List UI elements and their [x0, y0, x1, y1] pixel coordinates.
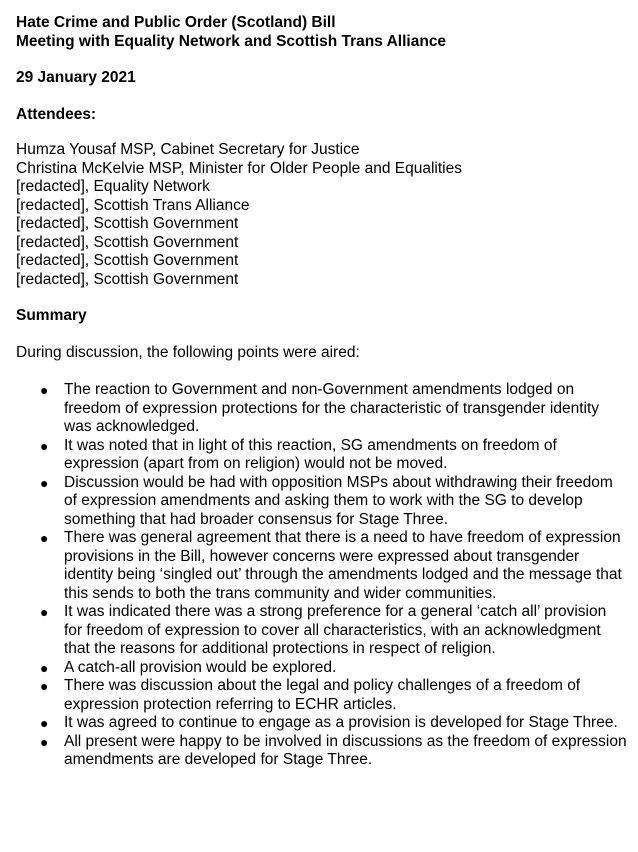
bullet-icon: ●: [40, 733, 49, 750]
attendee: Christina McKelvie MSP, Minister for Older People and Equalities: [16, 159, 462, 177]
summary-point-text: All present were happy to be involved in discussions as the freedom of expression amendments are developed for Stage Three.: [64, 732, 627, 768]
summary-point: [16, 381, 628, 437]
attendee: [redacted], Equality Network: [16, 178, 210, 195]
bullet-icon: ●: [40, 604, 49, 620]
title-line-1: Hate Crime and Public Order (Scotland) Bill: [16, 14, 336, 31]
bullet-icon: ●: [40, 659, 49, 676]
summary-point-text: It was agreed to continue to engage as a provision is developed for Stage Three.: [64, 714, 618, 731]
summary-point-text: It was noted that in light of this reaction, SG amendments on freedom of expression (apart from on religion) would not be moved.: [64, 436, 557, 472]
summary-point-text: There was general agreement that there is a need to have freedom of expression provisions in the Bill, however concerns were expressed about transgender identity being ‘singled out’ through the amendments lodged and the message that this sends to both the trans community and wider communities.: [64, 529, 622, 602]
bullet-icon: ●: [40, 715, 49, 731]
attendee: [redacted], Scottish Government: [16, 215, 239, 232]
summary-point: [16, 659, 628, 678]
summary-point-text: The reaction to Government and non-Government amendments lodged on freedom of expression protections for the characteristic of transgender identity was acknowledged.: [64, 381, 600, 435]
title-line-2: Meeting with Equality Network and Scottish Trans Alliance: [16, 32, 447, 50]
bullet-icon: ●: [40, 530, 49, 546]
summary-points-list: [16, 381, 628, 770]
attendee: [redacted], Scottish Trans Alliance: [16, 196, 250, 214]
summary-point: [16, 603, 628, 659]
summary-point-text: There was discussion about the legal and policy challenges of a freedom of expression protection referring to ECHR articles.: [64, 677, 581, 713]
meeting-date: 29 January 2021: [16, 69, 136, 86]
summary-intro: During discussion, the following points were aired:: [16, 343, 360, 361]
attendee: Humza Yousaf MSP, Cabinet Secretary for Justice: [16, 141, 360, 158]
summary-point: [16, 733, 628, 770]
summary-point: [16, 677, 628, 714]
summary-point: [16, 437, 628, 474]
summary-heading: Summary: [16, 307, 87, 324]
bullet-icon: ●: [40, 474, 49, 491]
summary-point: [16, 714, 628, 733]
summary-point-text: A catch-all provision would be explored.: [64, 658, 337, 676]
attendee: [redacted], Scottish Government: [16, 233, 239, 251]
attendee: [redacted], Scottish Government: [16, 252, 239, 269]
document-title: [16, 14, 628, 51]
summary-point-text: It was indicated there was a strong preference for a general ‘catch all’ provision for freedom of expression to cover all characteristics, with an acknowledgment that the reasons for additional protections in respect of religion.: [64, 603, 607, 657]
bullet-icon: ●: [40, 678, 49, 694]
bullet-icon: ●: [40, 382, 49, 398]
summary-point: [16, 474, 628, 530]
attendees-heading: Attendees:: [16, 105, 97, 123]
bullet-icon: ●: [40, 437, 49, 454]
attendee: [redacted], Scottish Government: [16, 270, 239, 288]
summary-point: [16, 529, 628, 603]
summary-point-text: Discussion would be had with opposition MSPs about withdrawing their freedom of expression amendments and asking them to work with the SG to develop something that had broader consensus for Stage Three.: [64, 473, 613, 528]
attendees-list: [16, 141, 628, 289]
document-page: [16, 14, 628, 770]
